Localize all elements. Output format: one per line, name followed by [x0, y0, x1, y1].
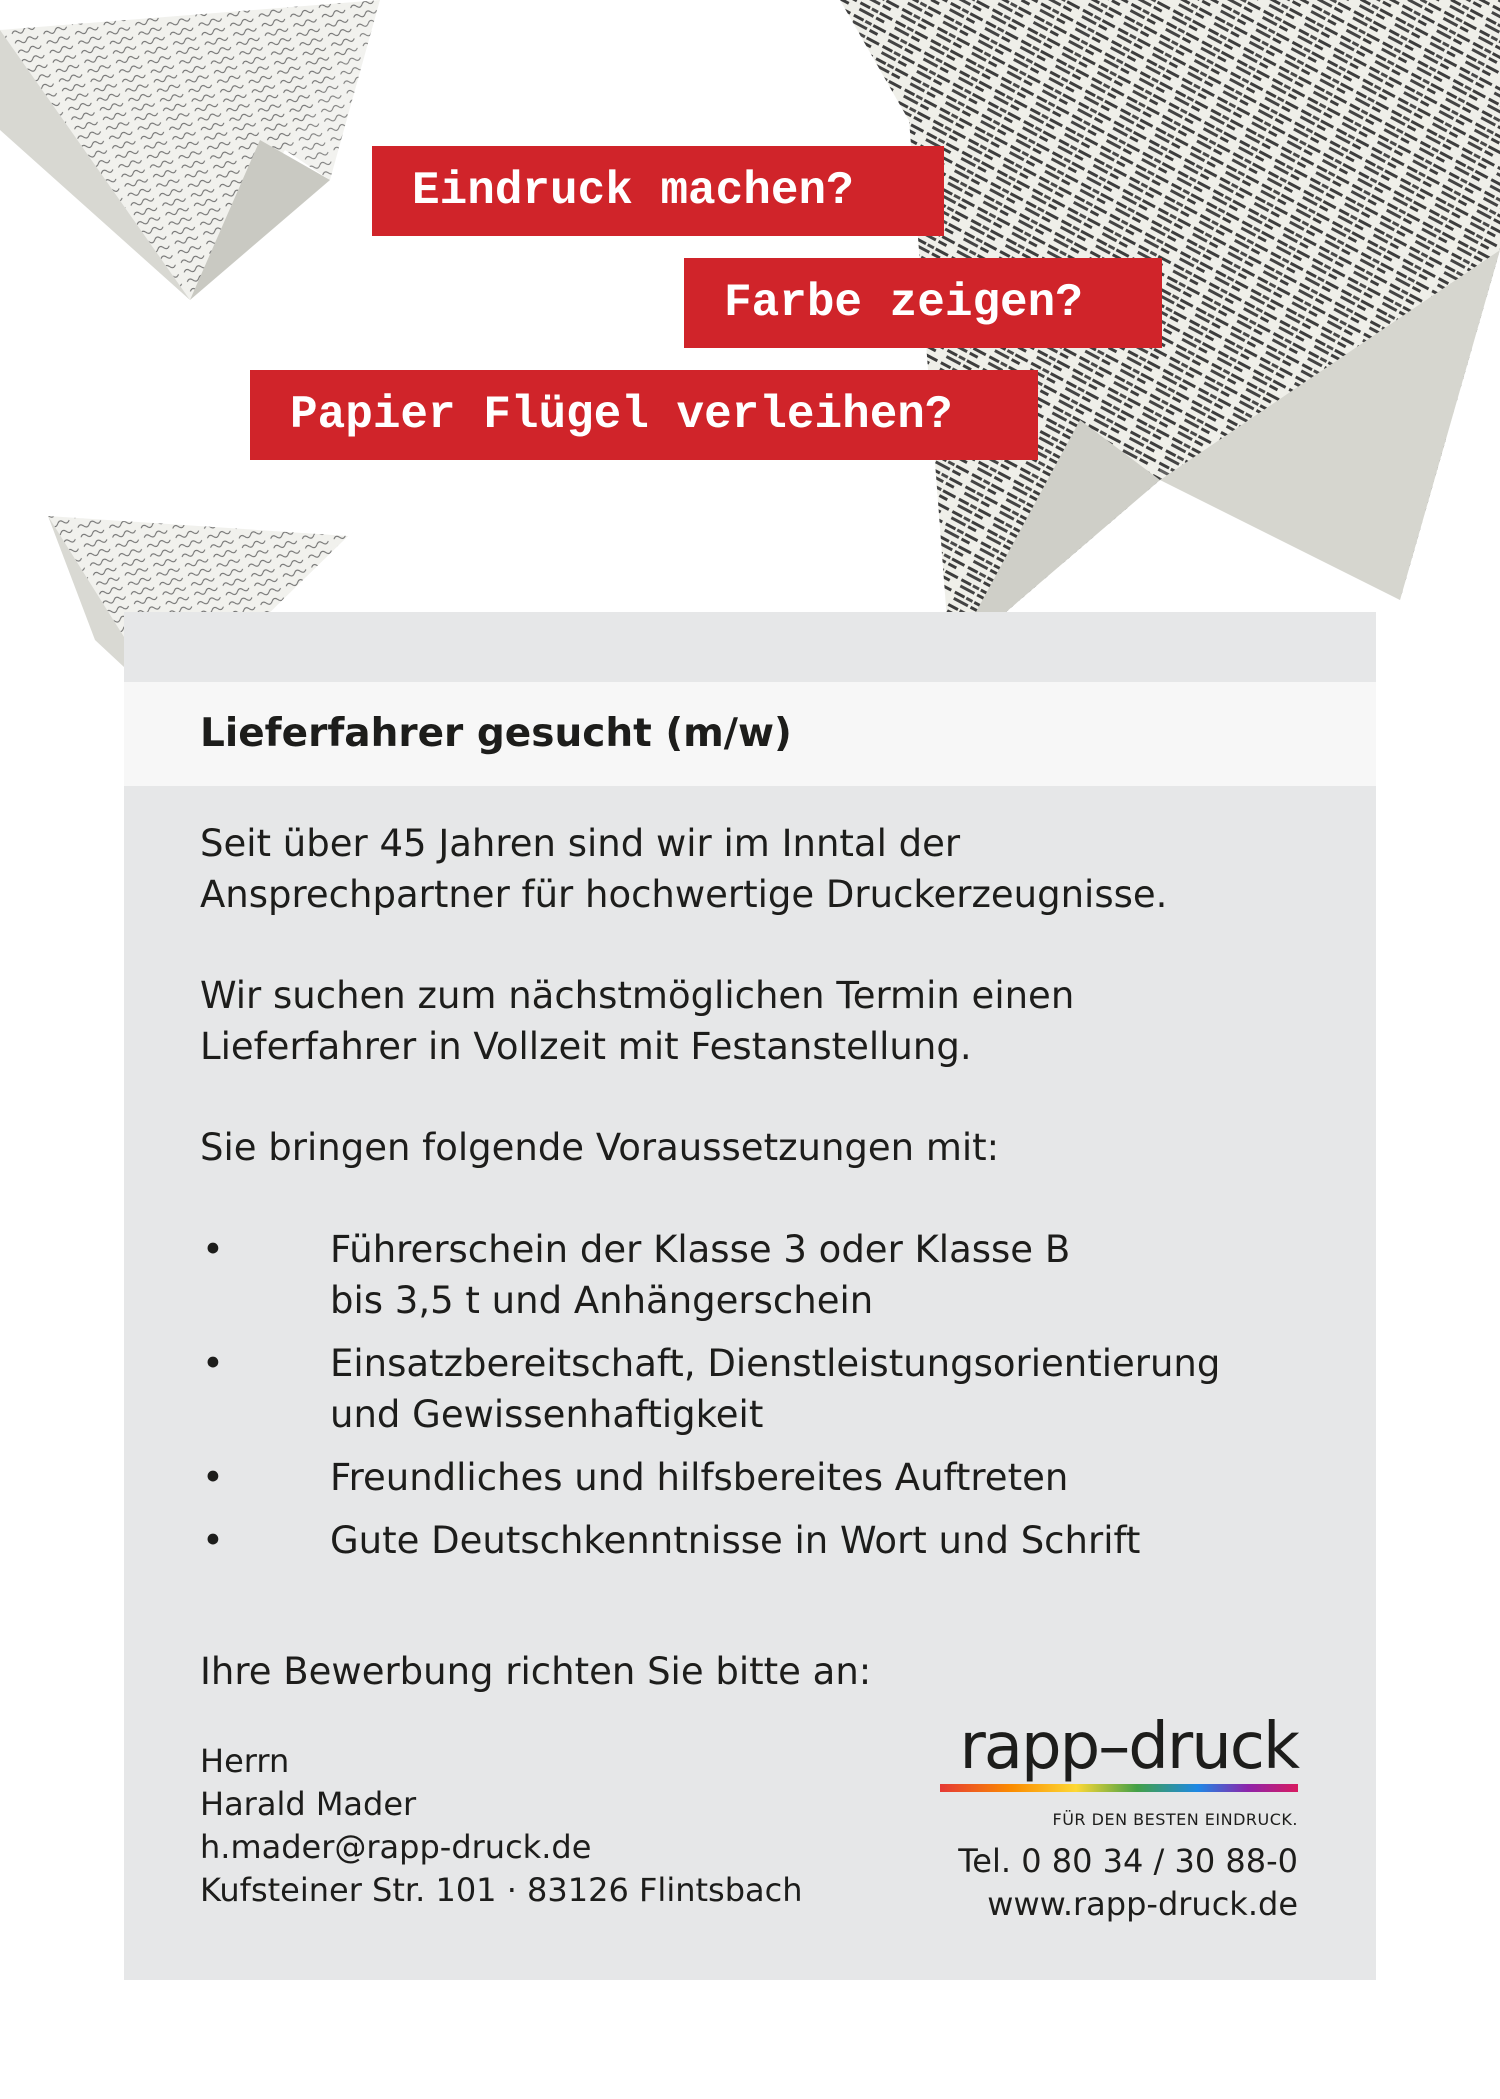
headline-papier-fluegel: Papier Flügel verleihen?	[250, 370, 1038, 460]
bullet-icon: •	[202, 1342, 224, 1385]
requirement-item	[200, 1515, 1350, 1566]
requirements-intro	[200, 1122, 1320, 1173]
bullet-icon: •	[202, 1456, 224, 1499]
search-line: Lieferfahrer in Vollzeit mit Festanstellung.	[200, 1025, 972, 1068]
contact-address: Kufsteiner Str. 101 · 83126 Flintsbach	[200, 1871, 803, 1909]
company-website[interactable]: www.rapp-druck.de	[987, 1885, 1298, 1923]
bullet-icon: •	[202, 1228, 224, 1271]
requirement-item	[200, 1224, 1350, 1326]
apply-paragraph	[200, 1646, 1320, 1697]
requirement-item	[200, 1338, 1350, 1440]
intro-line: Seit über 45 Jahren sind wir im Inntal der	[200, 822, 961, 865]
search-paragraph	[200, 970, 1320, 1072]
company-tagline: FÜR DEN BESTEN EINDRUCK.	[1052, 1810, 1298, 1829]
intro-paragraph	[200, 818, 1320, 920]
logo-color-bar	[940, 1784, 1298, 1792]
job-ad-panel	[124, 612, 1376, 1980]
bullet-icon: •	[202, 1519, 224, 1562]
requirement-line: Führerschein der Klasse 3 oder Klasse B	[330, 1228, 1071, 1271]
title-band	[124, 682, 1376, 786]
contact-block	[200, 1740, 803, 1912]
requirement-item	[200, 1452, 1350, 1503]
company-logo: rapp–druck	[959, 1710, 1298, 1784]
company-phone[interactable]: Tel. 0 80 34 / 30 88-0	[958, 1842, 1298, 1880]
company-logo-block	[940, 1712, 1298, 1926]
requirements-list	[200, 1224, 1350, 1578]
requirement-line: und Gewissenhaftigkeit	[330, 1393, 764, 1436]
headline-eindruck-machen: Eindruck machen?	[372, 146, 944, 236]
requirement-line: Einsatzbereitschaft, Dienstleistungsorientierung	[330, 1342, 1221, 1385]
paper-plane-top-left	[0, 0, 380, 300]
company-contact	[940, 1840, 1298, 1926]
job-title: Lieferfahrer gesucht (m/w)	[200, 711, 792, 756]
headline-farbe-zeigen: Farbe zeigen?	[684, 258, 1162, 348]
search-line: Wir suchen zum nächstmöglichen Termin einen	[200, 974, 1075, 1017]
apply-text: Ihre Bewerbung richten Sie bitte an:	[200, 1650, 872, 1693]
requirement-line: Gute Deutschkenntnisse in Wort und Schrift	[330, 1519, 1141, 1562]
contact-email[interactable]: h.mader@rapp-druck.de	[200, 1828, 592, 1866]
intro-line: Ansprechpartner für hochwertige Druckerzeugnisse.	[200, 873, 1168, 916]
contact-name: Harald Mader	[200, 1785, 417, 1823]
contact-salutation: Herrn	[200, 1742, 290, 1780]
requirements-intro-text: Sie bringen folgende Voraussetzungen mit:	[200, 1126, 1000, 1169]
requirement-line: bis 3,5 t und Anhängerschein	[330, 1279, 874, 1322]
requirement-line: Freundliches und hilfsbereites Auftreten	[330, 1456, 1069, 1499]
